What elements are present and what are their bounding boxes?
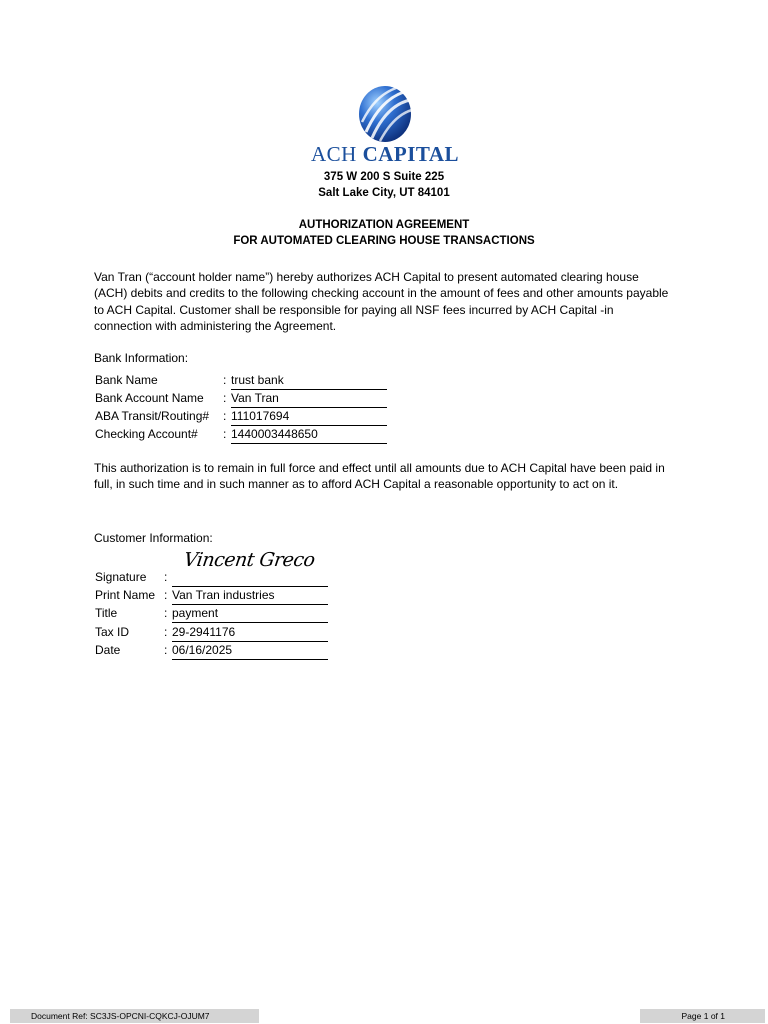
agreement-title	[0, 217, 768, 249]
routing-number-colon: :	[223, 409, 227, 423]
logo-wordmark	[300, 142, 470, 167]
date-row	[95, 642, 335, 660]
bank-info-heading: Bank Information:	[94, 351, 189, 365]
title-colon: :	[164, 606, 168, 620]
signature-colon: :	[164, 570, 168, 584]
intro-paragraph: Van Tran (“account holder name”) hereby authorizes ACH Capital to present automated clearing house (ACH) debits and credits to the following checking account in the amount of fees and other amounts payable to ACH Capital. Customer shall be responsible for paying all NSF fees incurred by ACH Capital -in connection with administering the Agreement.	[94, 270, 669, 334]
bank-account-name-row	[95, 390, 395, 408]
print-name-value: Van Tran industries	[172, 587, 328, 605]
address-line-1: 375 W 200 S Suite 225	[323, 171, 445, 183]
globe-icon	[356, 84, 414, 144]
page-number: Page 1 of 1	[640, 1009, 765, 1023]
company-logo	[300, 84, 470, 168]
logo-word-ach: ACH	[310, 142, 357, 166]
bank-account-name-label: Bank Account Name	[95, 391, 204, 405]
title-row	[95, 605, 335, 623]
date-value: 06/16/2025	[172, 642, 328, 660]
title-line-1: AUTHORIZATION AGREEMENT	[298, 219, 470, 231]
bank-name-colon: :	[223, 373, 227, 387]
customer-info-heading: Customer Information:	[94, 531, 213, 545]
checking-account-value: 1440003448650	[231, 426, 387, 444]
date-colon: :	[164, 643, 168, 657]
checking-account-colon: :	[223, 427, 227, 441]
company-address	[0, 169, 768, 201]
tax-id-colon: :	[164, 625, 168, 639]
tax-id-value: 29-2941176	[172, 624, 328, 642]
signature-row	[95, 569, 335, 587]
bank-name-label: Bank Name	[95, 373, 158, 387]
signature-label: Signature	[95, 570, 147, 584]
bank-name-value: trust bank	[231, 372, 387, 390]
title-value: payment	[172, 605, 328, 623]
bank-account-name-colon: :	[223, 391, 227, 405]
signature-value	[172, 569, 328, 587]
title-line-2: FOR AUTOMATED CLEARING HOUSE TRANSACTIONS	[233, 235, 535, 247]
logo-word-capital: CAPITAL	[362, 142, 460, 166]
checking-account-label: Checking Account#	[95, 427, 198, 441]
print-name-colon: :	[164, 588, 168, 602]
bank-name-row	[95, 372, 395, 390]
checking-account-row	[95, 426, 395, 444]
document-ref: Document Ref: SC3JS-OPCNI-CQKCJ-OJUM7	[10, 1009, 259, 1023]
routing-number-row	[95, 408, 395, 426]
date-label: Date	[95, 643, 121, 657]
routing-number-value: 111017694	[231, 408, 387, 426]
tax-id-row	[95, 624, 335, 642]
print-name-row	[95, 587, 335, 605]
routing-number-label: ABA Transit/Routing#	[95, 409, 210, 423]
handwritten-signature: Vincent Greco	[182, 549, 317, 571]
bank-account-name-value: Van Tran	[231, 390, 387, 408]
tax-id-label: Tax ID	[95, 625, 130, 639]
print-name-label: Print Name	[95, 588, 156, 602]
title-label: Title	[95, 606, 118, 620]
validity-paragraph: This authorization is to remain in full force and effect until all amounts due to ACH Capital have been paid in full, in such time and in such manner as to afford ACH Capital a reasonable opportunity to act on it.	[94, 461, 665, 492]
address-line-2: Salt Lake City, UT 84101	[318, 187, 450, 199]
